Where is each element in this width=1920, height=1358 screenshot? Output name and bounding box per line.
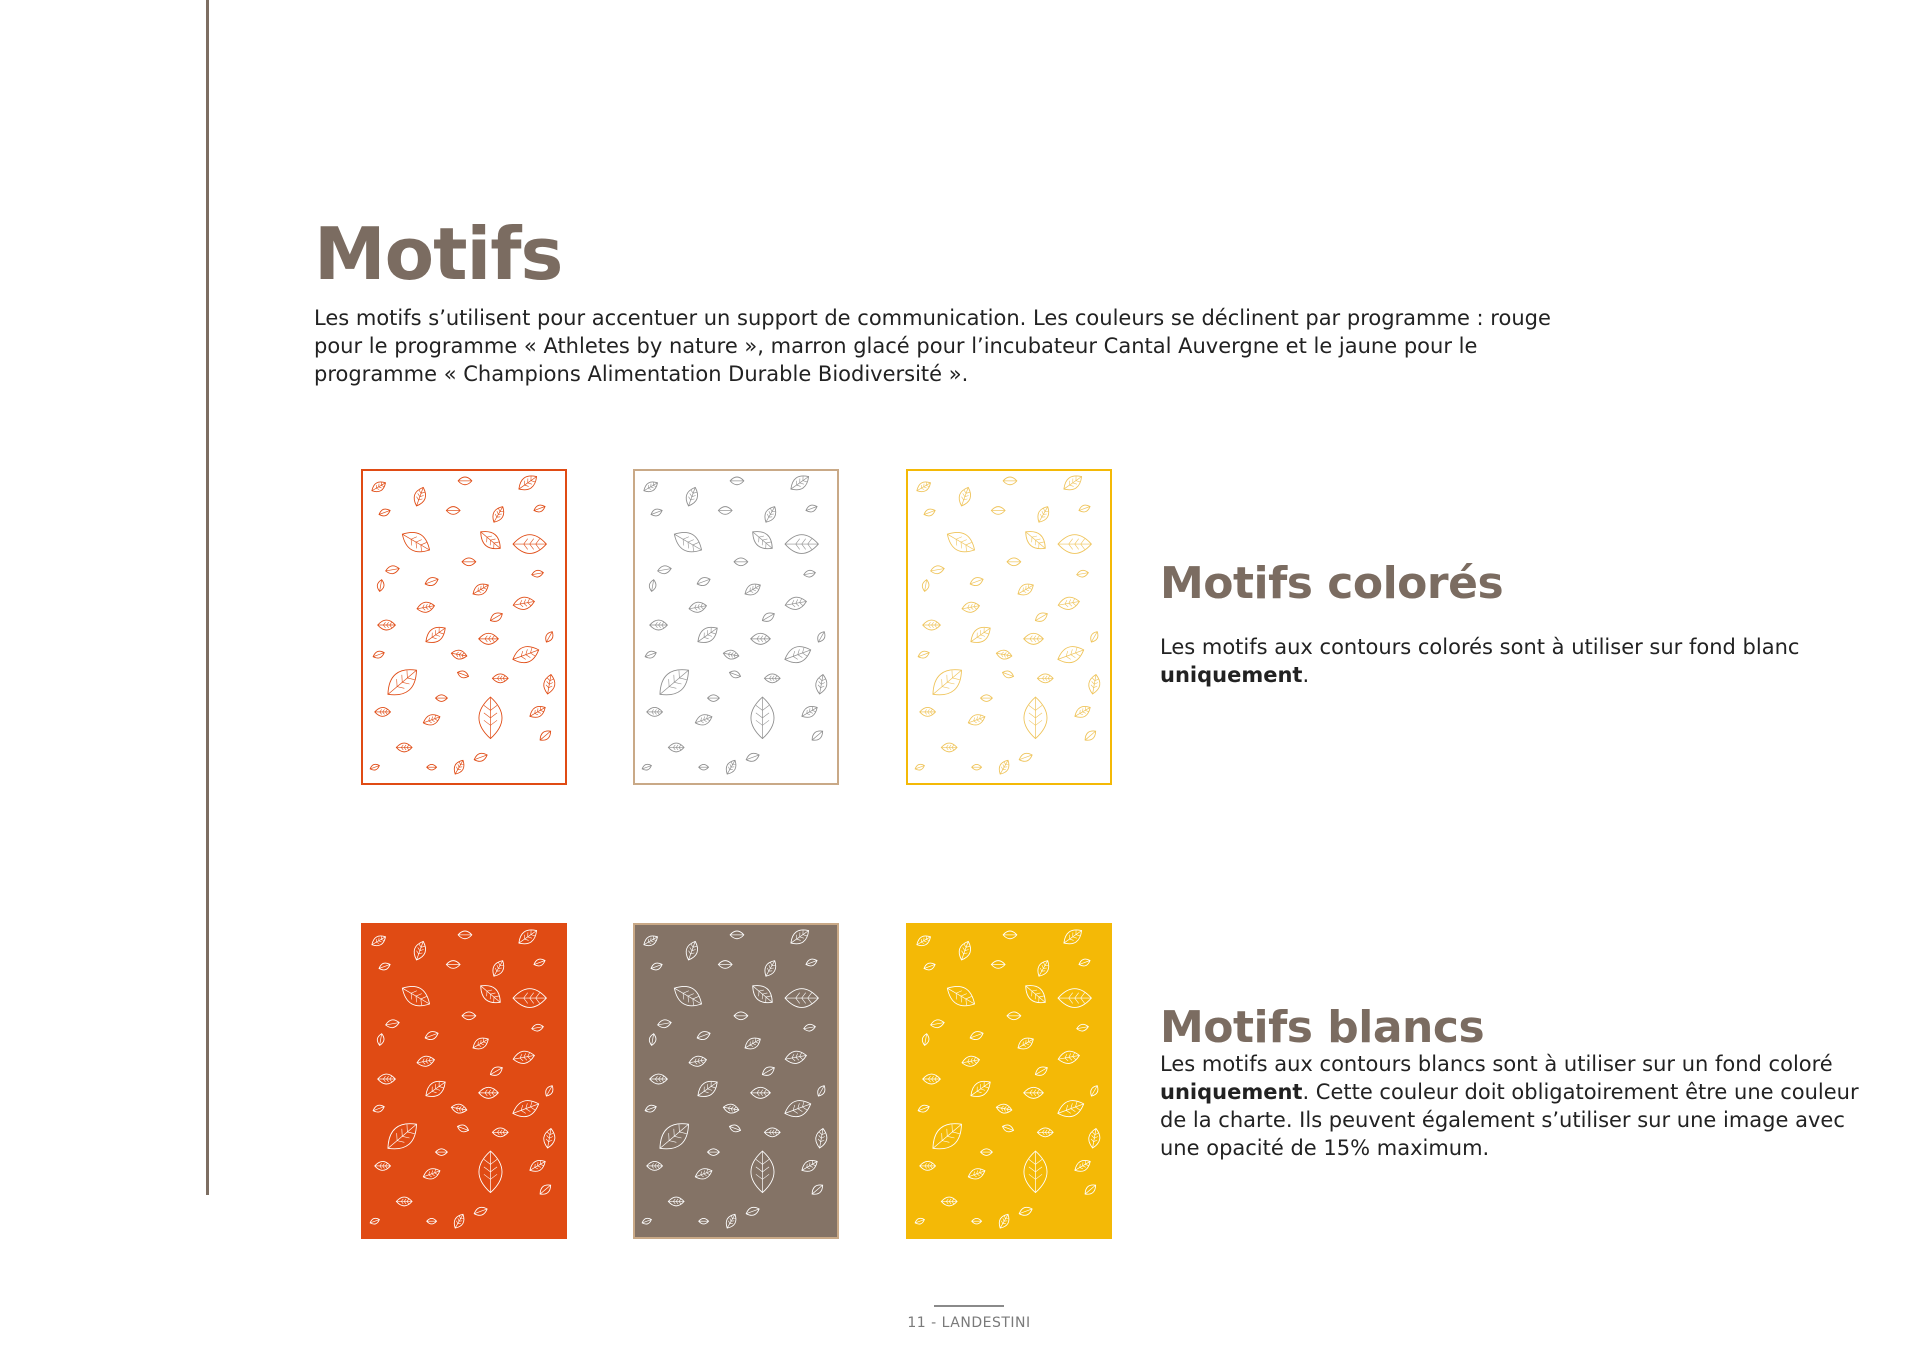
leaf-icon <box>512 595 535 611</box>
leaf-icon <box>531 569 544 578</box>
leaf-icon <box>926 662 968 702</box>
leaf-icon <box>941 1197 957 1206</box>
leaf-icon <box>816 1084 828 1098</box>
leaf-icon <box>376 579 385 592</box>
leaf-icon <box>1037 1128 1053 1137</box>
pattern-red-filled <box>361 923 567 1239</box>
leaf-icon <box>745 1205 761 1217</box>
white-desc-bold: uniquement <box>1160 1080 1303 1104</box>
leaf-icon <box>479 1151 502 1192</box>
leaf-icon <box>533 503 546 513</box>
leaf-icon <box>479 697 502 738</box>
leaf-icon <box>751 697 774 738</box>
leaf-icon <box>967 623 994 647</box>
leaf-icon <box>1024 1087 1044 1098</box>
leaf-icon <box>920 707 936 716</box>
leaf-icon <box>398 527 434 558</box>
leaf-icon <box>696 1030 712 1042</box>
leaf-icon <box>372 650 385 660</box>
leaf-icon <box>375 707 391 716</box>
leaf-icon <box>369 763 380 772</box>
leaf-icon <box>967 712 987 727</box>
leaf-icon <box>708 1149 720 1156</box>
leaf-icon <box>427 764 437 770</box>
leaf-icon <box>1057 1049 1080 1065</box>
leaf-icon <box>1033 610 1049 624</box>
leaf-icon <box>1024 633 1044 644</box>
leaf-icon <box>914 763 925 772</box>
leaf-icon <box>1007 1012 1021 1020</box>
leaf-icon <box>996 1212 1011 1230</box>
leaf-icon <box>1021 980 1050 1008</box>
leaf-icon <box>647 1161 663 1170</box>
leaf-icon <box>473 751 489 763</box>
leaf-icon <box>650 1074 668 1084</box>
leaf-icon <box>641 1217 652 1226</box>
leaf-icon <box>699 764 709 770</box>
leaf-icon <box>943 981 979 1012</box>
leaf-icon <box>799 1157 819 1175</box>
leaf-icon <box>787 926 812 948</box>
leaf-icon <box>451 1212 466 1230</box>
intro-paragraph: Les motifs s’utilisent pour accentuer un support de communication. Les couleurs se déclinent par programme : rouge pour le programme « Athletes by nature », marron glacé pour l’incubateur Cantal Auvergne et le jaune pour le programme « Champions Alimentation Durable Biodiversité ». <box>314 306 1551 386</box>
leaf-icon <box>648 579 657 592</box>
leaf-icon <box>696 576 712 588</box>
leaf-icon <box>479 1087 499 1098</box>
leaf-icon <box>915 933 933 949</box>
leaf-icon <box>473 1205 489 1217</box>
leaf-icon <box>734 558 748 566</box>
leaf-icon <box>1083 728 1098 743</box>
leaf-icon <box>782 643 813 667</box>
leaf-icon <box>1035 504 1052 524</box>
leaf-icon <box>378 1074 396 1084</box>
leaf-icon <box>688 601 707 614</box>
leaf-icon <box>396 743 412 752</box>
leaf-icon <box>670 527 706 558</box>
leaf-icon <box>385 565 400 575</box>
leaf-pattern <box>363 471 565 783</box>
leaf-icon <box>683 486 700 508</box>
leaf-icon <box>653 662 695 702</box>
leaf-icon <box>728 669 741 679</box>
leaf-icon <box>647 707 663 716</box>
leaf-icon <box>969 576 985 588</box>
leaf-icon <box>991 507 1005 515</box>
leaf-icon <box>375 1161 391 1170</box>
leaf-icon <box>751 633 771 644</box>
leaf-icon <box>923 961 936 971</box>
leaf-icon <box>723 1212 738 1230</box>
leaf-icon <box>398 981 434 1012</box>
pattern-red-outline <box>361 469 567 785</box>
leaf-icon <box>914 1217 925 1226</box>
leaf-icon <box>416 1055 435 1068</box>
leaf-icon <box>967 1166 987 1181</box>
leaf-icon <box>1083 1182 1098 1197</box>
leaf-icon <box>708 695 720 702</box>
leaf-icon <box>456 669 469 679</box>
leaf-icon <box>641 763 652 772</box>
leaf-icon <box>814 1128 828 1149</box>
leaf-icon <box>734 1012 748 1020</box>
leaf-icon <box>784 595 807 611</box>
leaf-icon <box>370 479 388 495</box>
leaf-icon <box>805 957 818 967</box>
leaf-icon <box>369 1217 380 1226</box>
leaf-icon <box>372 1104 385 1114</box>
page-title: Motifs <box>314 212 563 296</box>
leaf-icon <box>961 1055 980 1068</box>
leaf-icon <box>956 486 973 508</box>
leaf-icon <box>688 1055 707 1068</box>
leaf-icon <box>1058 989 1091 1008</box>
leaf-icon <box>1035 958 1052 978</box>
leaf-icon <box>1060 926 1085 948</box>
leaf-icon <box>921 1033 930 1046</box>
leaf-icon <box>650 507 663 517</box>
leaf-icon <box>476 980 505 1008</box>
leaf-icon <box>991 961 1005 969</box>
leaf-icon <box>981 1149 993 1156</box>
leaf-icon <box>1055 1097 1086 1121</box>
leaf-icon <box>814 674 828 695</box>
leaf-icon <box>422 623 449 647</box>
leaf-icon <box>544 1084 556 1098</box>
leaf-icon <box>694 712 714 727</box>
leaf-icon <box>446 961 460 969</box>
leaf-icon <box>490 504 507 524</box>
footer-rule <box>934 1305 1004 1307</box>
leaf-icon <box>718 507 732 515</box>
colored-desc-end: . <box>1302 663 1310 687</box>
leaf-icon <box>1076 569 1089 578</box>
leaf-icon <box>1037 674 1053 683</box>
leaf-icon <box>921 579 930 592</box>
leaf-icon <box>723 649 740 660</box>
pattern-brown-outline <box>633 469 839 785</box>
leaf-icon <box>370 933 388 949</box>
leaf-icon <box>538 728 553 743</box>
leaf-icon <box>785 989 818 1008</box>
leaf-icon <box>422 712 442 727</box>
leaf-icon <box>917 650 930 660</box>
leaf-icon <box>943 527 979 558</box>
leaf-icon <box>446 507 460 515</box>
leaf-icon <box>694 1077 721 1101</box>
leaf-icon <box>1060 472 1085 494</box>
leaf-icon <box>458 931 472 939</box>
leaf-icon <box>411 940 428 962</box>
leaf-icon <box>1089 630 1101 644</box>
leaf-icon <box>378 507 391 517</box>
leaf-icon <box>810 728 825 743</box>
leaf-icon <box>531 1023 544 1032</box>
leaf-icon <box>644 1104 657 1114</box>
leaf-icon <box>650 620 668 630</box>
leaf-icon <box>748 980 777 1008</box>
leaf-icon <box>381 662 423 702</box>
leaf-icon <box>969 1030 985 1042</box>
leaf-icon <box>488 610 504 624</box>
leaf-icon <box>1007 558 1021 566</box>
leaf-icon <box>972 764 982 770</box>
leaf-icon <box>723 758 738 776</box>
white-description <box>1160 1050 1880 1162</box>
leaf-icon <box>1024 1151 1047 1192</box>
leaf-icon <box>923 620 941 630</box>
leaf-icon <box>760 610 776 624</box>
leaf-icon <box>915 479 933 495</box>
leaf-icon <box>642 479 660 495</box>
leaf-icon <box>1089 1084 1101 1098</box>
leaf-icon <box>411 486 428 508</box>
leaf-icon <box>1003 477 1017 485</box>
leaf-icon <box>699 1218 709 1224</box>
leaf-icon <box>996 758 1011 776</box>
leaf-icon <box>1078 503 1091 513</box>
leaf-icon <box>471 581 491 599</box>
leaf-icon <box>1016 1035 1036 1053</box>
leaf-icon <box>385 1019 400 1029</box>
leaf-icon <box>1087 1128 1101 1149</box>
leaf-pattern <box>363 925 565 1237</box>
leaf-icon <box>810 1182 825 1197</box>
leaf-icon <box>542 674 556 695</box>
leaf-icon <box>653 1116 695 1156</box>
leaf-icon <box>961 601 980 614</box>
leaf-icon <box>762 504 779 524</box>
leaf-icon <box>436 1149 448 1156</box>
leaf-icon <box>512 1049 535 1065</box>
leaf-icon <box>920 1161 936 1170</box>
leaf-icon <box>381 1116 423 1156</box>
leaf-icon <box>926 1116 968 1156</box>
colored-desc-bold: uniquement <box>1160 663 1303 687</box>
leaf-icon <box>1001 669 1014 679</box>
page-footer: 11 - LANDESTINI <box>907 1315 1031 1331</box>
leaf-icon <box>513 989 546 1008</box>
leaf-icon <box>492 1128 508 1137</box>
leaf-icon <box>930 565 945 575</box>
leaf-icon <box>784 1049 807 1065</box>
leaf-icon <box>785 535 818 554</box>
leaf-icon <box>816 630 828 644</box>
pattern-yellow-outline <box>906 469 1112 785</box>
leaf-icon <box>1057 595 1080 611</box>
leaf-icon <box>1003 931 1017 939</box>
colored-heading: Motifs colorés <box>1160 558 1504 609</box>
leaf-icon <box>743 581 763 599</box>
leaf-pattern <box>908 925 1110 1237</box>
leaf-icon <box>694 623 721 647</box>
leaf-icon <box>378 961 391 971</box>
leaf-icon <box>694 1166 714 1181</box>
leaf-icon <box>1033 1064 1049 1078</box>
leaf-icon <box>1055 643 1086 667</box>
leaf-icon <box>1018 751 1034 763</box>
leaf-icon <box>683 940 700 962</box>
leaf-icon <box>510 1097 541 1121</box>
leaf-icon <box>515 926 540 948</box>
leaf-icon <box>799 703 819 721</box>
leaf-icon <box>1072 1157 1092 1175</box>
leaf-icon <box>803 1023 816 1032</box>
leaf-icon <box>436 695 448 702</box>
colored-desc-text: Les motifs aux contours colorés sont à utiliser sur fond blanc <box>1160 635 1800 659</box>
leaf-icon <box>533 957 546 967</box>
leaf-icon <box>1087 674 1101 695</box>
leaf-icon <box>527 1157 547 1175</box>
leaf-pattern <box>908 471 1110 783</box>
pattern-yellow-filled <box>906 923 1112 1239</box>
leaf-icon <box>451 649 468 660</box>
white-desc-end: . Cette couleur doit obligatoirement être une couleur de la charte. Ils peuvent également s’utiliser sur une image avec une opacité de 15% maximum. <box>1160 1080 1859 1160</box>
leaf-icon <box>458 477 472 485</box>
leaf-icon <box>1076 1023 1089 1032</box>
leaf-icon <box>416 601 435 614</box>
leaf-icon <box>730 477 744 485</box>
leaf-icon <box>917 1104 930 1114</box>
leaf-icon <box>745 751 761 763</box>
white-heading: Motifs blancs <box>1160 1002 1485 1053</box>
leaf-icon <box>956 940 973 962</box>
leaf-icon <box>424 576 440 588</box>
leaf-icon <box>743 1035 763 1053</box>
leaf-icon <box>527 703 547 721</box>
leaf-icon <box>422 1077 449 1101</box>
leaf-icon <box>657 1019 672 1029</box>
leaf-icon <box>476 526 505 554</box>
leaf-icon <box>764 1128 780 1137</box>
leaf-icon <box>996 1103 1013 1114</box>
leaf-icon <box>996 649 1013 660</box>
leaf-icon <box>972 1218 982 1224</box>
leaf-icon <box>513 535 546 554</box>
leaf-icon <box>427 1218 437 1224</box>
leaf-icon <box>376 1033 385 1046</box>
leaf-icon <box>760 1064 776 1078</box>
leaf-icon <box>728 1123 741 1133</box>
leaf-icon <box>657 565 672 575</box>
leaf-icon <box>981 695 993 702</box>
leaf-icon <box>490 958 507 978</box>
leaf-icon <box>424 1030 440 1042</box>
leaf-icon <box>1018 1205 1034 1217</box>
leaf-icon <box>751 1087 771 1098</box>
leaf-icon <box>748 526 777 554</box>
leaf-icon <box>803 569 816 578</box>
leaf-icon <box>642 933 660 949</box>
leaf-pattern <box>635 471 837 783</box>
leaf-icon <box>488 1064 504 1078</box>
leaf-icon <box>668 1197 684 1206</box>
leaf-icon <box>787 472 812 494</box>
leaf-icon <box>764 674 780 683</box>
leaf-icon <box>479 633 499 644</box>
leaf-icon <box>510 643 541 667</box>
leaf-icon <box>751 1151 774 1192</box>
leaf-icon <box>422 1166 442 1181</box>
leaf-icon <box>462 558 476 566</box>
leaf-icon <box>782 1097 813 1121</box>
leaf-icon <box>378 620 396 630</box>
white-desc-text: Les motifs aux contours blancs sont à utiliser sur un fond coloré <box>1160 1052 1833 1076</box>
leaf-icon <box>762 958 779 978</box>
leaf-icon <box>967 1077 994 1101</box>
leaf-icon <box>923 507 936 517</box>
leaf-icon <box>451 758 466 776</box>
leaf-icon <box>1058 535 1091 554</box>
leaf-icon <box>668 743 684 752</box>
page-margin-rule <box>206 0 209 1195</box>
leaf-icon <box>451 1103 468 1114</box>
leaf-icon <box>923 1074 941 1084</box>
leaf-icon <box>462 1012 476 1020</box>
leaf-icon <box>471 1035 491 1053</box>
leaf-icon <box>730 931 744 939</box>
leaf-pattern <box>635 925 837 1237</box>
leaf-icon <box>1001 1123 1014 1133</box>
pattern-brown-filled <box>633 923 839 1239</box>
leaf-icon <box>1024 697 1047 738</box>
leaf-icon <box>544 630 556 644</box>
leaf-icon <box>670 981 706 1012</box>
colored-description <box>1160 633 1880 689</box>
leaf-icon <box>650 961 663 971</box>
leaf-icon <box>1078 957 1091 967</box>
leaf-icon <box>805 503 818 513</box>
leaf-icon <box>396 1197 412 1206</box>
leaf-icon <box>723 1103 740 1114</box>
leaf-icon <box>648 1033 657 1046</box>
leaf-icon <box>542 1128 556 1149</box>
leaf-icon <box>930 1019 945 1029</box>
leaf-icon <box>1016 581 1036 599</box>
leaf-icon <box>456 1123 469 1133</box>
leaf-icon <box>492 674 508 683</box>
leaf-icon <box>1021 526 1050 554</box>
leaf-icon <box>718 961 732 969</box>
leaf-icon <box>1072 703 1092 721</box>
leaf-icon <box>515 472 540 494</box>
leaf-icon <box>538 1182 553 1197</box>
leaf-icon <box>941 743 957 752</box>
leaf-icon <box>644 650 657 660</box>
